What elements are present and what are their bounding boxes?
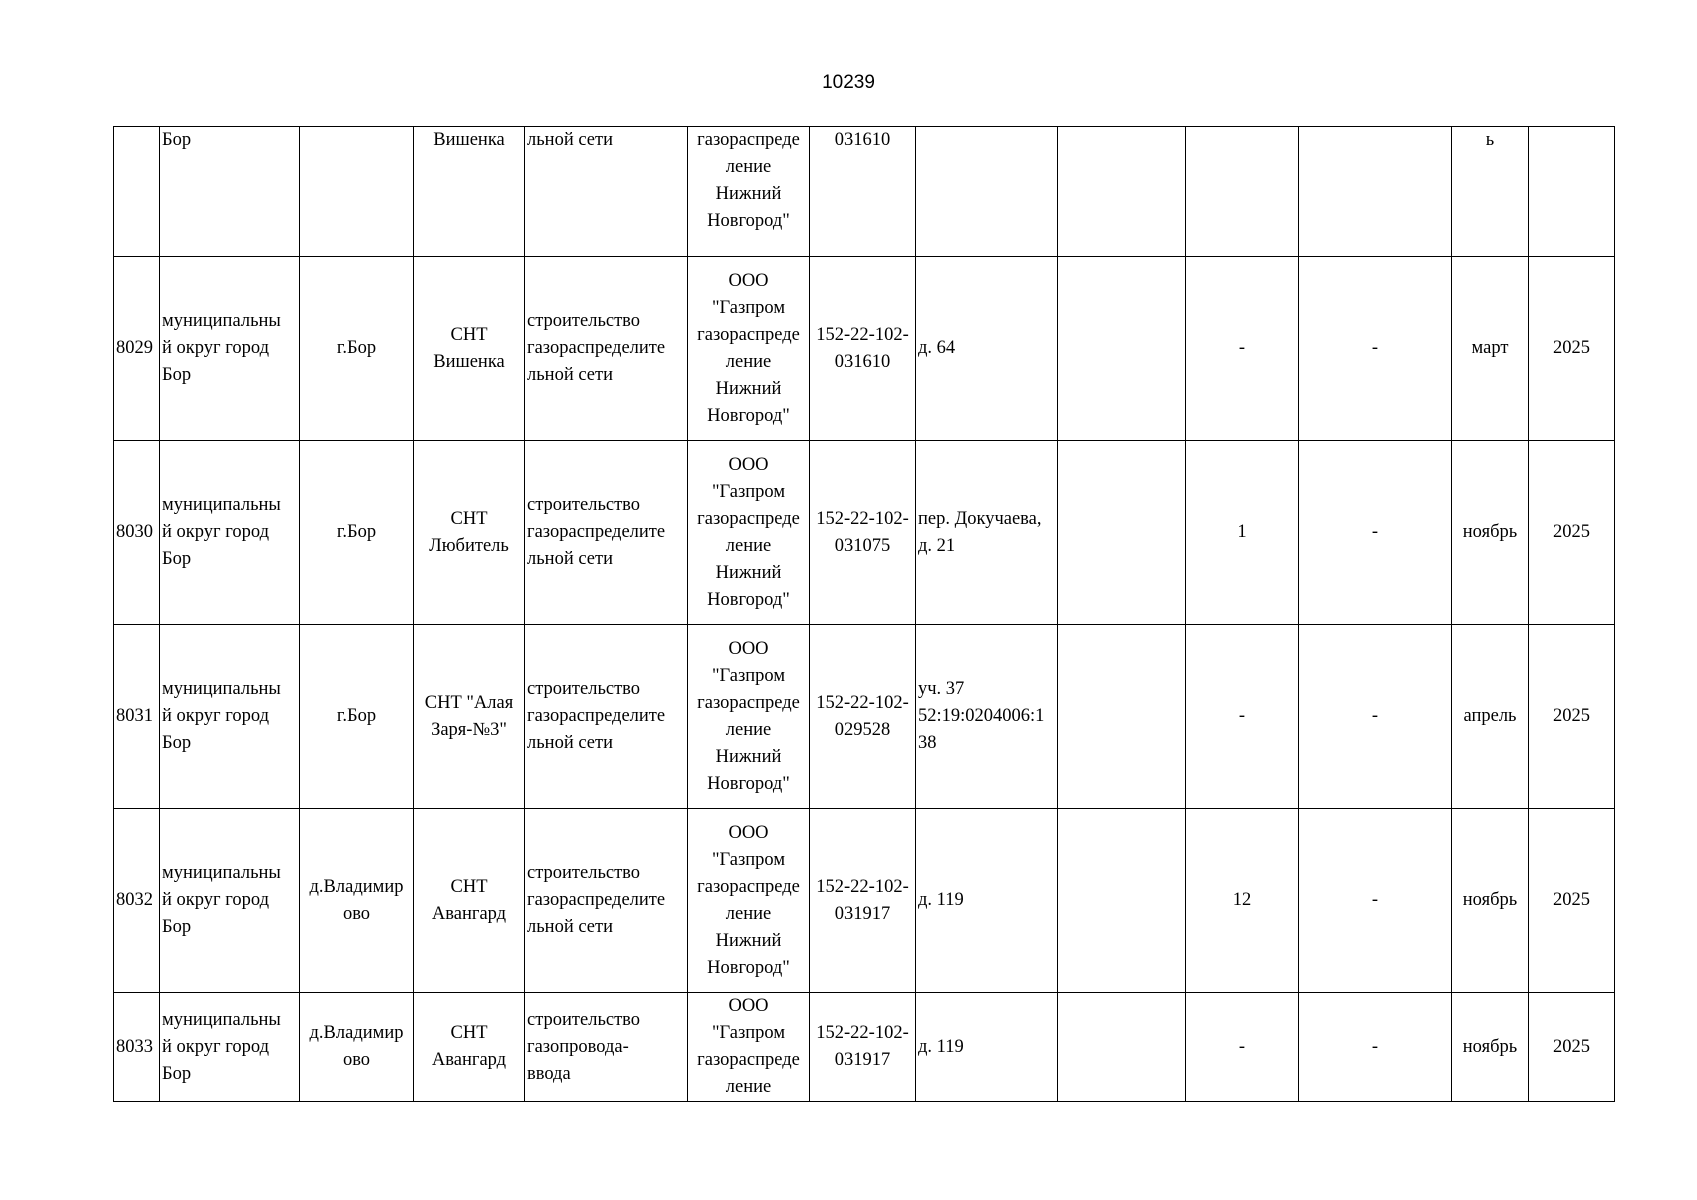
row-number-cell-text: 8029 bbox=[116, 338, 153, 358]
address-cell-text: пер. Докучаева, д. 21 bbox=[918, 508, 1042, 556]
empty-cell bbox=[1058, 127, 1186, 257]
month-cell bbox=[1452, 809, 1529, 993]
municipality-cell bbox=[160, 993, 300, 1102]
table-row bbox=[114, 625, 1615, 809]
row-number-cell bbox=[114, 257, 160, 441]
row-number-cell bbox=[114, 441, 160, 625]
value-cell bbox=[1299, 993, 1452, 1102]
municipality-cell-text: муниципальны й округ город Бор bbox=[162, 679, 281, 753]
municipality-cell-text: муниципальны й округ город Бор bbox=[162, 863, 281, 937]
work-type-cell-text: строительство газораспределите льной сети bbox=[527, 495, 666, 569]
address-cell bbox=[916, 257, 1058, 441]
work-type-cell bbox=[525, 993, 688, 1102]
count-cell-text: - bbox=[1238, 338, 1246, 358]
code-cell-text: 031610 bbox=[834, 130, 891, 150]
month-cell bbox=[1452, 127, 1529, 257]
organization-cell bbox=[688, 809, 810, 993]
count-cell bbox=[1186, 993, 1299, 1102]
month-cell-text: апрель bbox=[1463, 706, 1517, 726]
object-cell bbox=[414, 625, 525, 809]
organization-cell-text: ООО "Газпром газораспреде ление Нижний Новгород" bbox=[697, 270, 800, 426]
settlement-cell-text: г.Бор bbox=[336, 338, 377, 358]
address-cell-text: д. 64 bbox=[918, 338, 956, 358]
month-cell bbox=[1452, 257, 1529, 441]
object-cell-text: Вишенка bbox=[433, 130, 505, 150]
code-cell bbox=[810, 257, 916, 441]
year-cell-text: 2025 bbox=[1553, 522, 1590, 542]
object-cell bbox=[414, 441, 525, 625]
municipality-cell bbox=[160, 441, 300, 625]
page-number: 10239 bbox=[822, 72, 875, 93]
row-number-cell bbox=[114, 809, 160, 993]
table-row bbox=[114, 127, 1615, 257]
code-cell-text: 152-22-102- 029528 bbox=[816, 692, 909, 740]
value-cell bbox=[1299, 127, 1452, 257]
month-cell-text: ноябрь bbox=[1462, 890, 1518, 910]
value-cell bbox=[1299, 625, 1452, 809]
settlement-cell-text: д.Владимир ово bbox=[309, 876, 404, 924]
settlement-cell bbox=[300, 993, 414, 1102]
work-type-cell bbox=[525, 127, 688, 257]
code-cell bbox=[810, 127, 916, 257]
code-cell-text: 152-22-102- 031075 bbox=[816, 508, 909, 556]
code-cell bbox=[810, 993, 916, 1102]
organization-cell-text: газораспреде ление Нижний Новгород" bbox=[697, 130, 800, 231]
object-cell bbox=[414, 993, 525, 1102]
municipality-cell-text: Бор bbox=[162, 130, 192, 150]
year-cell-text: 2025 bbox=[1553, 890, 1590, 910]
work-type-cell-text: строительство газопровода- ввода bbox=[527, 1009, 641, 1084]
work-type-cell bbox=[525, 441, 688, 625]
organization-cell-text: ООО "Газпром газораспреде ление Нижний Новгород" bbox=[697, 638, 800, 794]
municipality-cell-text: муниципальны й округ город Бор bbox=[162, 495, 281, 569]
value-cell bbox=[1299, 809, 1452, 993]
organization-cell-text: ООО "Газпром газораспреде ление Нижний Новгород" bbox=[697, 454, 800, 610]
settlement-cell-text: г.Бор bbox=[336, 522, 377, 542]
value-cell-text: - bbox=[1371, 890, 1379, 910]
count-cell bbox=[1186, 809, 1299, 993]
object-cell-text: СНТ "Алая Заря-№3" bbox=[424, 692, 514, 740]
value-cell-text: - bbox=[1371, 706, 1379, 726]
address-cell bbox=[916, 127, 1058, 257]
year-cell-text: 2025 bbox=[1553, 1036, 1590, 1057]
empty-cell bbox=[1058, 809, 1186, 993]
count-cell bbox=[1186, 625, 1299, 809]
settlement-cell-text: г.Бор bbox=[336, 706, 377, 726]
municipality-cell bbox=[160, 257, 300, 441]
settlement-cell-text: д.Владимир ово bbox=[309, 1023, 404, 1070]
settlement-cell bbox=[300, 257, 414, 441]
code-cell-text: 152-22-102- 031917 bbox=[816, 1023, 909, 1070]
month-cell-text: ь bbox=[1485, 130, 1495, 150]
organization-cell-text: ООО "Газпром газораспреде ление bbox=[697, 996, 800, 1097]
month-cell bbox=[1452, 441, 1529, 625]
municipality-cell-text: муниципальны й округ город Бор bbox=[162, 1009, 281, 1084]
table-row bbox=[114, 993, 1615, 1102]
table-row bbox=[114, 809, 1615, 993]
address-cell-text: д. 119 bbox=[918, 890, 964, 910]
row-number-cell-text: 8030 bbox=[116, 522, 153, 542]
organization-cell bbox=[688, 127, 810, 257]
empty-cell bbox=[1058, 257, 1186, 441]
row-number-cell-text: 8031 bbox=[116, 706, 153, 726]
work-type-cell bbox=[525, 625, 688, 809]
address-cell-text: уч. 37 52:19:0204006:1 38 bbox=[918, 679, 1045, 753]
object-cell bbox=[414, 127, 525, 257]
object-cell-text: СНТ Любитель bbox=[429, 508, 509, 556]
empty-cell bbox=[1058, 993, 1186, 1102]
table-row bbox=[114, 441, 1615, 625]
row-number-cell-text: 8033 bbox=[116, 1036, 153, 1057]
work-type-cell-text: строительство газораспределите льной сети bbox=[527, 679, 666, 753]
address-cell bbox=[916, 809, 1058, 993]
value-cell-text: - bbox=[1371, 1036, 1379, 1057]
count-cell bbox=[1186, 257, 1299, 441]
value-cell-text: - bbox=[1371, 338, 1379, 358]
address-cell bbox=[916, 993, 1058, 1102]
count-cell-text: - bbox=[1238, 1036, 1246, 1057]
year-cell bbox=[1529, 257, 1615, 441]
work-type-cell-text: льной сети bbox=[527, 130, 613, 150]
value-cell bbox=[1299, 441, 1452, 625]
address-cell bbox=[916, 625, 1058, 809]
month-cell-text: март bbox=[1471, 338, 1509, 358]
table-row bbox=[114, 257, 1615, 441]
row-number-cell bbox=[114, 127, 160, 257]
municipality-cell bbox=[160, 625, 300, 809]
municipality-cell bbox=[160, 809, 300, 993]
municipality-cell-text: муниципальны й округ город Бор bbox=[162, 311, 281, 385]
year-cell bbox=[1529, 127, 1615, 257]
organization-cell bbox=[688, 257, 810, 441]
year-cell bbox=[1529, 809, 1615, 993]
settlement-cell bbox=[300, 625, 414, 809]
year-cell bbox=[1529, 993, 1615, 1102]
code-cell bbox=[810, 625, 916, 809]
organization-cell bbox=[688, 625, 810, 809]
settlement-cell bbox=[300, 127, 414, 257]
settlement-cell bbox=[300, 809, 414, 993]
organization-cell-text: ООО "Газпром газораспреде ление Нижний Новгород" bbox=[697, 822, 800, 978]
code-cell bbox=[810, 809, 916, 993]
count-cell bbox=[1186, 127, 1299, 257]
work-type-cell bbox=[525, 809, 688, 993]
year-cell bbox=[1529, 625, 1615, 809]
month-cell bbox=[1452, 993, 1529, 1102]
address-cell bbox=[916, 441, 1058, 625]
year-cell-text: 2025 bbox=[1553, 338, 1590, 358]
month-cell bbox=[1452, 625, 1529, 809]
work-type-cell-text: строительство газораспределите льной сети bbox=[527, 311, 666, 385]
year-cell bbox=[1529, 441, 1615, 625]
code-cell bbox=[810, 441, 916, 625]
value-cell bbox=[1299, 257, 1452, 441]
object-cell-text: СНТ Авангард bbox=[431, 1023, 507, 1070]
count-cell-text: 12 bbox=[1232, 890, 1252, 910]
row-number-cell bbox=[114, 625, 160, 809]
object-cell bbox=[414, 809, 525, 993]
empty-cell bbox=[1058, 625, 1186, 809]
row-number-cell bbox=[114, 993, 160, 1102]
month-cell-text: ноябрь bbox=[1462, 1036, 1518, 1057]
work-type-cell-text: строительство газораспределите льной сети bbox=[527, 863, 666, 937]
municipality-cell bbox=[160, 127, 300, 257]
organization-cell bbox=[688, 441, 810, 625]
gas-network-table bbox=[113, 126, 1615, 1102]
value-cell-text: - bbox=[1371, 522, 1379, 542]
empty-cell bbox=[1058, 441, 1186, 625]
count-cell bbox=[1186, 441, 1299, 625]
organization-cell bbox=[688, 993, 810, 1102]
month-cell-text: ноябрь bbox=[1462, 522, 1518, 542]
object-cell-text: СНТ Вишенка bbox=[433, 324, 505, 372]
code-cell-text: 152-22-102- 031610 bbox=[816, 324, 909, 372]
count-cell-text: 1 bbox=[1237, 522, 1247, 542]
settlement-cell bbox=[300, 441, 414, 625]
row-number-cell-text: 8032 bbox=[116, 890, 153, 910]
object-cell bbox=[414, 257, 525, 441]
address-cell-text: д. 119 bbox=[918, 1036, 964, 1057]
count-cell-text: - bbox=[1238, 706, 1246, 726]
object-cell-text: СНТ Авангард bbox=[431, 876, 507, 924]
year-cell-text: 2025 bbox=[1553, 706, 1590, 726]
code-cell-text: 152-22-102- 031917 bbox=[816, 876, 909, 924]
work-type-cell bbox=[525, 257, 688, 441]
